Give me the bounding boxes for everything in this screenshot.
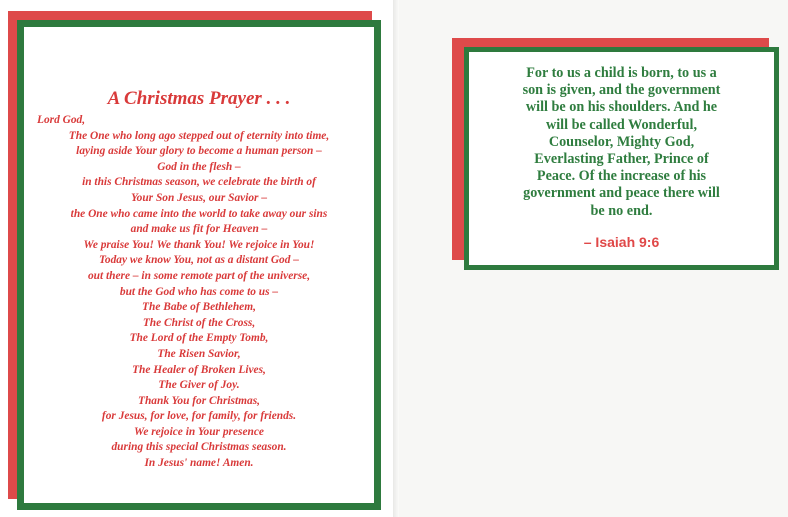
prayer-line: for Jesus, for love, for family, for friends. [101,410,297,423]
verse-line: Counselor, Mighty God, [548,133,695,150]
prayer-line: The Healer of Broken Lives, [132,363,266,376]
verse-line: For to us a child is born, to us a [526,65,717,81]
prayer-line: The Risen Savior, [157,347,241,360]
prayer-body [24,113,374,472]
prayer-title: A Christmas Prayer . . . [107,88,291,109]
verse-line: son is given, and the government [522,82,721,99]
verse-text [469,65,774,220]
prayer-line: In Jesus' name! Amen. [144,457,254,470]
prayer-line: in this Christmas season, we celebrate the birth of [82,176,316,189]
prayer-line: The Giver of Joy. [158,379,240,392]
prayer-line: Thank You for Christmas, [138,394,260,407]
verse-reference: – Isaiah 9:6 [583,234,660,250]
prayer-line: the One who came into the world to take away our sins [70,207,328,220]
prayer-line: God in the flesh – [157,160,241,173]
verse-line: Peace. Of the increase of his [536,168,707,185]
prayer-line: but the God who has come to us – [119,285,279,298]
prayer-line: and make us fit for Heaven – [130,223,268,236]
prayer-line: Lord God, [37,114,86,126]
prayer-line: Today we know You, not as a distant God – [98,254,299,267]
verse-line: government and peace there will [523,185,720,202]
verse-line: Everlasting Father, Prince of [534,151,709,168]
verse-line: will be called Wonderful, [545,116,698,133]
prayer-line: during this special Christmas season. [111,441,287,454]
verse-line: will be on his shoulders. And he [525,99,718,116]
prayer-line: The Babe of Bethlehem, [142,301,256,314]
prayer-line: We praise You! We thank You! We rejoice in You! [83,238,315,251]
prayer-line: We rejoice in Your presence [134,425,264,438]
verse-line: be no end. [590,202,653,219]
prayer-line: out there – in some remote part of the universe, [87,269,311,282]
prayer-line: laying aside Your glory to become a human person – [76,145,322,158]
prayer-line: The Lord of the Empty Tomb, [129,332,269,345]
prayer-line: Your Son Jesus, our Savior – [130,191,268,204]
page-fold [393,0,399,517]
prayer-line: The One who long ago stepped out of eternity into time, [68,129,330,142]
prayer-line: The Christ of the Cross, [142,316,256,329]
